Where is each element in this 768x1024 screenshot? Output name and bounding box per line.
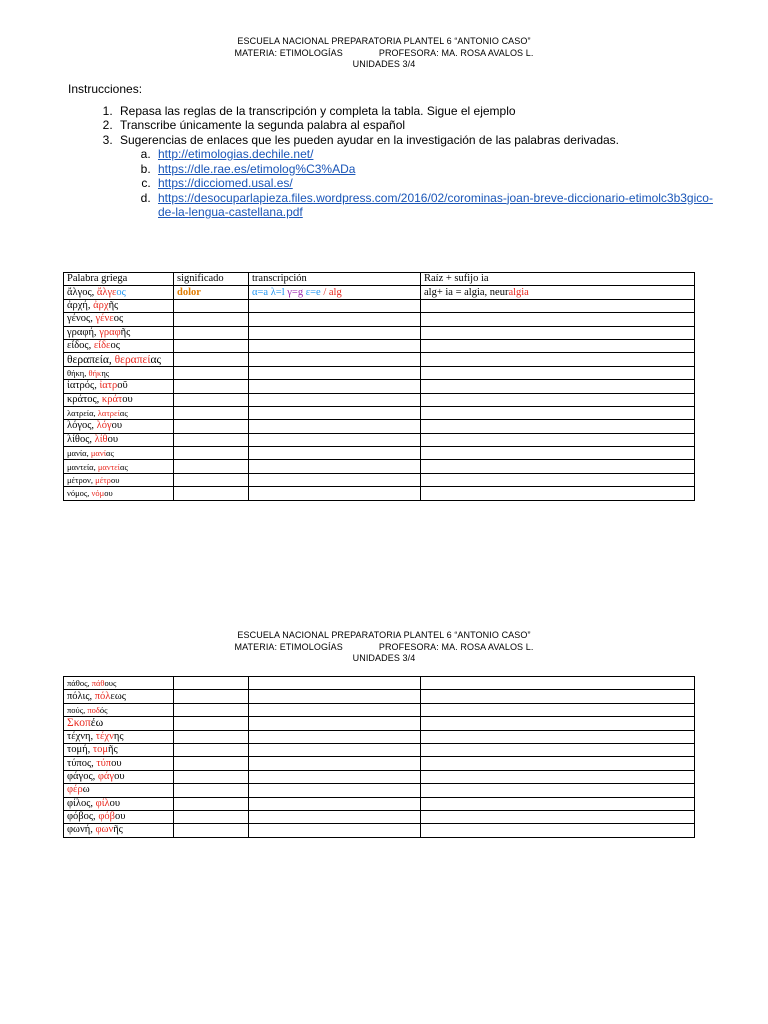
header-transcripcion: transcripción <box>249 273 421 286</box>
greek-word-cell: τέχνη, τέχνης <box>64 730 174 743</box>
transcription-cell[interactable] <box>249 770 421 783</box>
transcription-cell[interactable] <box>249 353 421 366</box>
worksheet-table-1 <box>63 272 695 501</box>
root-suffix-cell[interactable] <box>421 730 695 743</box>
table-row <box>64 677 695 690</box>
meaning-cell[interactable] <box>174 353 249 366</box>
root-suffix-cell[interactable] <box>421 703 695 716</box>
transcription-cell[interactable] <box>249 810 421 823</box>
greek-word-cell: θεραπεία, θεραπείας <box>64 353 174 366</box>
table-row <box>64 366 695 379</box>
greek-word-cell: ἀρχή, ἀρχῆς <box>64 299 174 312</box>
table-row <box>64 380 695 393</box>
transcription-cell[interactable] <box>249 339 421 352</box>
root-suffix-cell[interactable] <box>421 339 695 352</box>
greek-word-cell: φίλος, φίλου <box>64 797 174 810</box>
link-etimologias[interactable]: http://etimologias.dechile.net/ <box>158 147 314 161</box>
greek-word-cell: γραφή, γραφῆς <box>64 326 174 339</box>
page-header-2 <box>0 630 768 665</box>
root-suffix-cell[interactable] <box>421 757 695 770</box>
transcription-cell[interactable] <box>249 717 421 730</box>
root-suffix-cell[interactable] <box>421 677 695 690</box>
link-corominas[interactable]: https://desocuparlapieza.files.wordpress.com/2016/02/corominas-joan-breve-diccionario-etimolc3b3gico-de-la-lengua-castellana.pdf <box>158 190 713 219</box>
table-row <box>64 299 695 312</box>
example-root: alg+ ia = algia, neuralgia <box>421 286 695 299</box>
meaning-cell[interactable] <box>174 313 249 326</box>
greek-word-cell: λίθος, λίθου <box>64 433 174 446</box>
table-row <box>64 810 695 823</box>
example-row <box>64 286 695 299</box>
transcription-cell[interactable] <box>249 393 421 406</box>
meaning-cell[interactable] <box>174 757 249 770</box>
meaning-cell[interactable] <box>174 677 249 690</box>
root-suffix-cell[interactable] <box>421 393 695 406</box>
meaning-cell[interactable] <box>174 690 249 703</box>
transcription-cell[interactable] <box>249 380 421 393</box>
instruction-item-1: 1. Repasa las reglas de la transcripción y completa la tabla. Sigue el ejemplo <box>116 104 718 119</box>
table-row <box>64 743 695 756</box>
example-meaning: dolor <box>174 286 249 299</box>
greek-word-cell: νόμος, νόμου <box>64 487 174 500</box>
units: UNIDADES 3/4 <box>352 59 416 69</box>
greek-word-cell: λατρεία, λατρείας <box>64 406 174 419</box>
transcription-cell[interactable] <box>249 366 421 379</box>
subject-teacher-line-2 <box>0 642 768 654</box>
meaning-cell[interactable] <box>174 824 249 837</box>
link-item-a <box>154 147 718 162</box>
root-suffix-cell[interactable] <box>421 353 695 366</box>
example-transcription: α=a λ=l γ=g ε=e / alg <box>249 286 421 299</box>
greek-word-cell: πόλις, πόλεως <box>64 690 174 703</box>
table-row <box>64 460 695 473</box>
table-row <box>64 313 695 326</box>
teacher-2: PROFESORA: MA. ROSA AVALOS L. <box>378 641 534 652</box>
meaning-cell[interactable] <box>174 784 249 797</box>
transcription-cell[interactable] <box>249 460 421 473</box>
greek-word-cell: κράτος, κράτου <box>64 393 174 406</box>
root-suffix-cell[interactable] <box>421 690 695 703</box>
root-suffix-cell[interactable] <box>421 366 695 379</box>
link-dicciomed[interactable]: https://dicciomed.usal.es/ <box>158 176 293 190</box>
greek-word-cell: μανία, μανίας <box>64 447 174 460</box>
header-palabra-griega: Palabra griega <box>64 273 174 286</box>
instructions-list <box>68 104 718 220</box>
instructions-title: Instrucciones: <box>68 82 143 96</box>
table-row <box>64 393 695 406</box>
table-header-row <box>64 273 695 286</box>
greek-word-cell: θήκη, θήκης <box>64 366 174 379</box>
header-significado: significado <box>174 273 249 286</box>
table-row <box>64 339 695 352</box>
greek-word-cell: πάθος, πάθους <box>64 677 174 690</box>
greek-word-cell: τομή, τομῆς <box>64 743 174 756</box>
instruction-item-3-text: Sugerencias de enlaces que les pueden ayudar en la investigación de las palabras derivadas. <box>120 132 620 147</box>
greek-word-cell: πούς, ποδός <box>64 703 174 716</box>
meaning-cell[interactable] <box>174 393 249 406</box>
root-suffix-cell[interactable] <box>421 380 695 393</box>
greek-word-cell: εἶδος, εἶδεος <box>64 339 174 352</box>
transcription-cell[interactable] <box>249 677 421 690</box>
transcription-cell[interactable] <box>249 797 421 810</box>
table-row <box>64 473 695 486</box>
meaning-cell[interactable] <box>174 473 249 486</box>
meaning-cell[interactable] <box>174 366 249 379</box>
subject: MATERIA: ETIMOLOGÍAS <box>234 47 343 58</box>
greek-word-cell: ἰατρός, ἰατροῦ <box>64 380 174 393</box>
meaning-cell[interactable] <box>174 326 249 339</box>
root-suffix-cell[interactable] <box>421 797 695 810</box>
greek-word-cell: μαντεία, μαντείας <box>64 460 174 473</box>
table-row <box>64 326 695 339</box>
meaning-cell[interactable] <box>174 810 249 823</box>
transcription-cell[interactable] <box>249 406 421 419</box>
greek-word-cell: φάγος, φάγου <box>64 770 174 783</box>
root-suffix-cell[interactable] <box>421 406 695 419</box>
root-suffix-cell[interactable] <box>421 770 695 783</box>
transcription-cell[interactable] <box>249 299 421 312</box>
meaning-cell[interactable] <box>174 406 249 419</box>
root-suffix-cell[interactable] <box>421 743 695 756</box>
root-suffix-cell[interactable] <box>421 784 695 797</box>
units-2: UNIDADES 3/4 <box>352 653 416 663</box>
instructions <box>68 82 718 220</box>
meaning-cell[interactable] <box>174 433 249 446</box>
root-suffix-cell[interactable] <box>421 473 695 486</box>
instruction-item-3 <box>116 133 718 220</box>
transcription-cell[interactable] <box>249 326 421 339</box>
subject-teacher-line <box>0 48 768 60</box>
table-row <box>64 717 695 730</box>
page-header-1 <box>0 36 768 71</box>
transcription-cell[interactable] <box>249 313 421 326</box>
meaning-cell[interactable] <box>174 339 249 352</box>
greek-word-cell: λόγος, λόγου <box>64 420 174 433</box>
transcription-cell[interactable] <box>249 824 421 837</box>
table-row <box>64 757 695 770</box>
subject-2: MATERIA: ETIMOLOGÍAS <box>234 641 343 652</box>
link-item-c <box>154 176 718 191</box>
table-row <box>64 353 695 366</box>
meaning-cell[interactable] <box>174 380 249 393</box>
school-name-2: ESCUELA NACIONAL PREPARATORIA PLANTEL 6 “ANTONIO CASO” <box>237 630 531 640</box>
meaning-cell[interactable] <box>174 299 249 312</box>
transcription-cell[interactable] <box>249 487 421 500</box>
greek-word-cell: φόβος, φόβου <box>64 810 174 823</box>
worksheet-table-2 <box>63 676 695 838</box>
transcription-cell[interactable] <box>249 420 421 433</box>
greek-word-cell: μέτρον, μέτρου <box>64 473 174 486</box>
header-raiz-sufijo: Raíz + sufijo ia <box>421 273 695 286</box>
table-row <box>64 797 695 810</box>
root-suffix-cell[interactable] <box>421 717 695 730</box>
transcription-cell[interactable] <box>249 447 421 460</box>
example-word: ἄλγος, ἄλγεος <box>64 286 174 299</box>
table-row <box>64 420 695 433</box>
table-row <box>64 433 695 446</box>
meaning-cell[interactable] <box>174 703 249 716</box>
transcription-cell[interactable] <box>249 784 421 797</box>
greek-word-cell: Σκοπέω <box>64 717 174 730</box>
table-row <box>64 770 695 783</box>
table-row <box>64 703 695 716</box>
root-suffix-cell[interactable] <box>421 313 695 326</box>
root-suffix-cell[interactable] <box>421 447 695 460</box>
greek-word-cell: φωνή, φωνῆς <box>64 824 174 837</box>
transcription-cell[interactable] <box>249 730 421 743</box>
table-row <box>64 447 695 460</box>
meaning-cell[interactable] <box>174 460 249 473</box>
meaning-cell[interactable] <box>174 743 249 756</box>
transcription-cell[interactable] <box>249 703 421 716</box>
root-suffix-cell[interactable] <box>421 420 695 433</box>
instruction-item-2: 2. Transcribe únicamente la segunda palabra al español <box>116 118 718 133</box>
teacher: PROFESORA: MA. ROSA AVALOS L. <box>378 47 534 58</box>
table-row <box>64 406 695 419</box>
link-item-b <box>154 162 718 177</box>
root-suffix-cell[interactable] <box>421 433 695 446</box>
table-row <box>64 690 695 703</box>
meaning-cell[interactable] <box>174 797 249 810</box>
table-row <box>64 824 695 837</box>
meaning-cell[interactable] <box>174 717 249 730</box>
transcription-cell[interactable] <box>249 473 421 486</box>
root-suffix-cell[interactable] <box>421 299 695 312</box>
greek-word-cell: φέρω <box>64 784 174 797</box>
table-row <box>64 784 695 797</box>
transcription-cell[interactable] <box>249 743 421 756</box>
transcription-cell[interactable] <box>249 757 421 770</box>
root-suffix-cell[interactable] <box>421 460 695 473</box>
root-suffix-cell[interactable] <box>421 824 695 837</box>
transcription-cell[interactable] <box>249 690 421 703</box>
table-row <box>64 730 695 743</box>
meaning-cell[interactable] <box>174 770 249 783</box>
greek-word-cell: τύπος, τύπου <box>64 757 174 770</box>
greek-word-cell: γένος, γένεος <box>64 313 174 326</box>
links-list <box>120 147 718 220</box>
meaning-cell[interactable] <box>174 420 249 433</box>
meaning-cell[interactable] <box>174 487 249 500</box>
table-row <box>64 487 695 500</box>
school-name: ESCUELA NACIONAL PREPARATORIA PLANTEL 6 “ANTONIO CASO” <box>237 36 531 46</box>
meaning-cell[interactable] <box>174 730 249 743</box>
root-suffix-cell[interactable] <box>421 326 695 339</box>
meaning-cell[interactable] <box>174 447 249 460</box>
transcription-cell[interactable] <box>249 433 421 446</box>
link-rae[interactable]: https://dle.rae.es/etimolog%C3%ADa <box>158 161 356 176</box>
link-item-d <box>154 191 718 220</box>
root-suffix-cell[interactable] <box>421 810 695 823</box>
root-suffix-cell[interactable] <box>421 487 695 500</box>
